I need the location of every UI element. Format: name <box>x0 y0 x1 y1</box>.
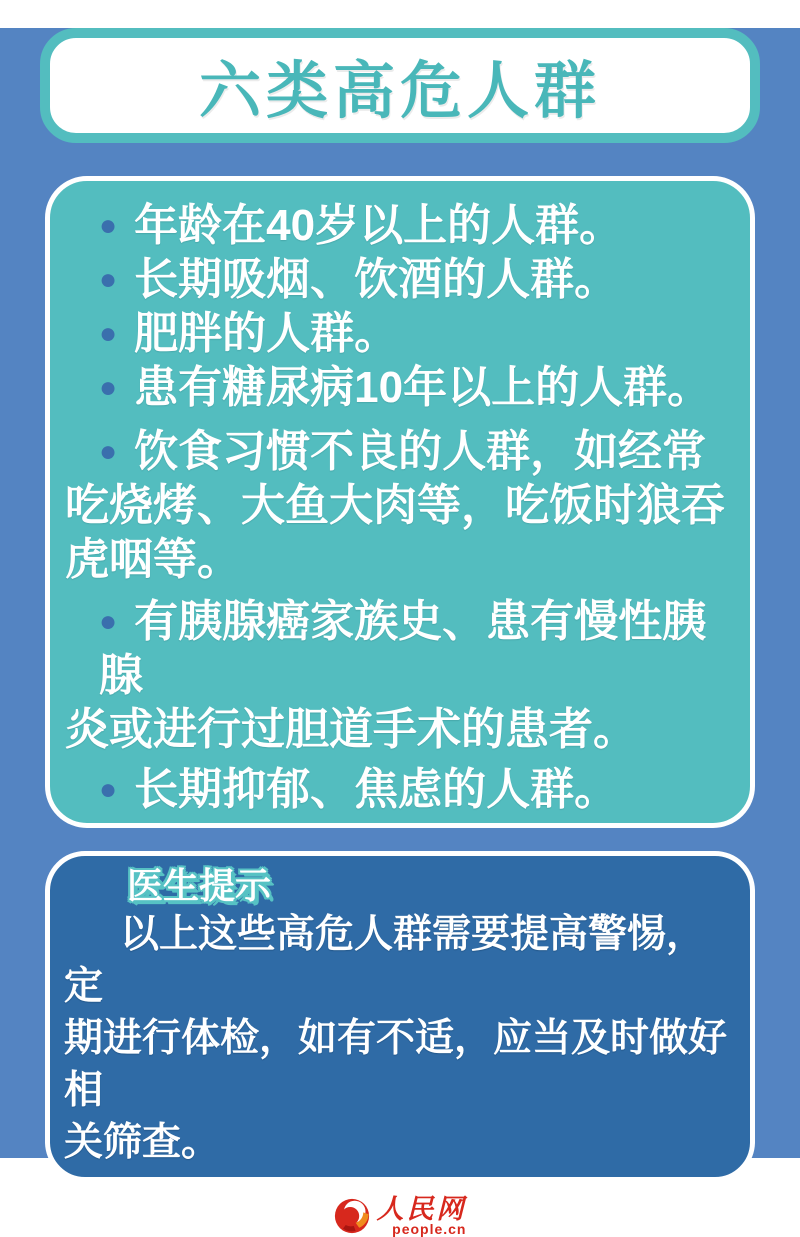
people-cn-globe-icon <box>334 1198 370 1234</box>
doctor-tip-line: 关筛查。 <box>64 1121 221 1164</box>
brand-text-block <box>377 1196 467 1236</box>
risk-list-item <box>65 425 735 587</box>
risk-item-line: 饮食习惯不良的人群，如经常 <box>134 427 707 476</box>
brand-domain: people.cn <box>392 1221 467 1237</box>
risk-item-line: 患有糖尿病10年以上的人群。 <box>134 363 712 412</box>
risk-list-item <box>65 763 735 817</box>
risk-item-line: 长期吸烟、饮酒的人群。 <box>134 255 619 304</box>
doctor-tip-body <box>64 909 740 1169</box>
risk-list-item <box>65 595 735 757</box>
risk-item-line: 肥胖的人群。 <box>134 309 399 358</box>
risk-item-line: 年龄在40岁以上的人群。 <box>134 201 624 250</box>
doctor-tip-panel <box>45 851 755 1182</box>
bullet-icon: ● <box>99 263 118 296</box>
risk-list-item <box>65 361 735 415</box>
poster-background <box>0 28 800 1237</box>
risk-item-line: 有胰腺癌家族史、患有慢性胰腺 <box>99 597 707 700</box>
bullet-icon: ● <box>99 317 118 350</box>
doctor-tip-title: 医生提示 <box>127 865 272 906</box>
risk-item-line: 吃烧烤、大鱼大肉等，吃饭时狼吞 <box>65 481 725 530</box>
bullet-icon: ● <box>99 371 118 404</box>
doctor-tip-line: 以上这些高危人群需要提高警惕，定 <box>64 913 706 1008</box>
risk-item-line: 长期抑郁、焦虑的人群。 <box>134 765 619 814</box>
bullet-icon: ● <box>99 773 118 806</box>
header-card <box>40 28 760 143</box>
risk-list-item <box>65 199 735 253</box>
risk-list-item <box>65 307 735 361</box>
risk-list-item <box>65 253 735 307</box>
page-title: 六类高危人群 <box>198 57 601 126</box>
bullet-icon: ● <box>99 209 118 242</box>
bullet-icon: ● <box>99 435 118 468</box>
bullet-icon: ● <box>99 605 118 638</box>
risk-panel <box>45 176 755 828</box>
doctor-tip-line: 期进行体检，如有不适，应当及时做好相 <box>64 1017 728 1112</box>
risk-item-line: 炎或进行过胆道手术的患者。 <box>65 705 637 754</box>
people-cn-logo <box>0 1196 800 1236</box>
risk-item-line: 虎咽等。 <box>65 535 241 584</box>
brand-name: 人民网 <box>376 1194 467 1224</box>
